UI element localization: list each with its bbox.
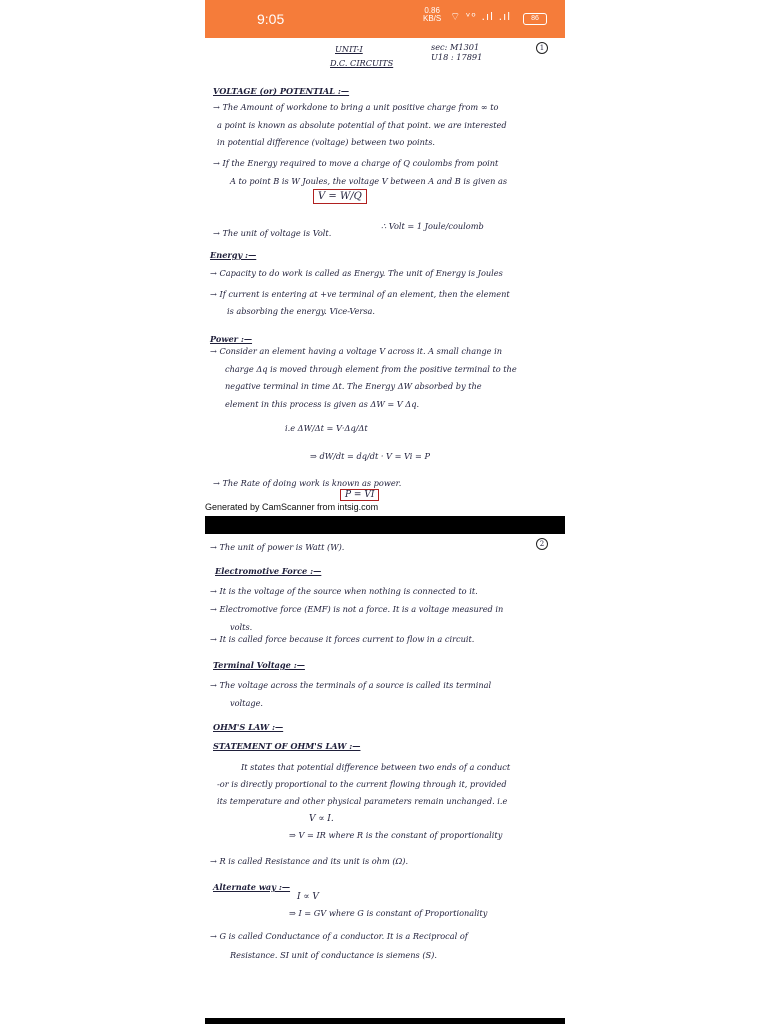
status-bar (205, 0, 565, 38)
formula-box-voltage: V = W/Q (313, 189, 367, 204)
text-line: → Electromotive force (EMF) is not a force. It is a voltage measured in (210, 604, 504, 614)
page-gap (205, 516, 565, 534)
heading-ohms-law: OHM'S LAW :— (213, 722, 284, 732)
section-code: sec: M1301 (431, 42, 480, 52)
text-line: → R is called Resistance and its unit is ohm (Ω). (210, 856, 409, 866)
page-number: 2 (536, 538, 548, 550)
equation-line: I ∝ V (297, 892, 319, 902)
text-line: in potential difference (voltage) between two points. (217, 137, 436, 147)
text-line: → It is called force because it forces current to flow in a circuit. (210, 634, 475, 644)
text-line: → The unit of voltage is Volt. (213, 228, 332, 238)
text-line: A to point B is W Joules, the voltage V between A and B is given as (230, 176, 508, 186)
text-line: → The unit of power is Watt (W). (210, 542, 345, 552)
heading-statement: STATEMENT OF OHM'S LAW :— (213, 741, 361, 751)
equation-line: ⇒ V = IR where R is the constant of proportionality (289, 830, 503, 840)
heading-energy: Energy :— (210, 250, 257, 260)
text-line: → Capacity to do work is called as Energy. The unit of Energy is Joules (210, 268, 503, 278)
network-speed (423, 7, 441, 23)
equation-line: V ∝ I. (309, 814, 334, 824)
network-speed-unit: KB/S (423, 14, 442, 23)
text-line: negative terminal in time Δt. The Energy ΔW absorbed by the (225, 381, 482, 391)
text-line: charge Δq is moved through element from the positive terminal to the (225, 364, 517, 374)
text-line: → If the Energy required to move a charge of Q coulombs from point (213, 158, 499, 168)
text-line: a point is known as absolute potential of that point. we are interested (217, 120, 507, 130)
heading-alternate-way: Alternate way :— (213, 882, 291, 892)
signal-wifi-icon: ⌔ ᵛᵒ .ıl .ıl (450, 10, 512, 23)
left-background (0, 0, 205, 1024)
document-page-1 (205, 38, 565, 501)
equation-line: ⇒ I = GV where G is constant of Proportionality (289, 908, 488, 918)
formula-box-power: P = VI (340, 489, 379, 501)
text-line: element in this process is given as ΔW = V Δq. (225, 399, 420, 409)
text-line: -or is directly proportional to the current flowing through it, provided (217, 779, 507, 789)
chapter-title: D.C. CIRCUITS (330, 58, 394, 68)
heading-power: Power :— (210, 334, 253, 344)
camscanner-footer: Generated by CamScanner from intsig.com (205, 502, 379, 512)
battery-icon: 86 (523, 13, 547, 25)
text-line: → Consider an element having a voltage V across it. A small change in (210, 346, 502, 356)
equation-line: i.e ΔW/Δt = V·Δq/Δt (285, 423, 368, 433)
text-line: voltage. (230, 698, 264, 708)
footer-bar (205, 501, 565, 516)
text-line: It states that potential difference between two ends of a conduct (241, 762, 511, 772)
clock: 9:05 (257, 11, 285, 27)
heading-voltage: VOLTAGE (or) POTENTIAL :— (213, 86, 350, 96)
network-speed-value: 0.86 (424, 6, 440, 15)
unit-heading: UNIT-I (335, 44, 363, 54)
document-page-2 (205, 534, 565, 1018)
page-number: 1 (536, 42, 548, 54)
text-line: → It is the voltage of the source when nothing is connected to it. (210, 586, 478, 596)
phone-screen (205, 0, 565, 1024)
text-line: its temperature and other physical parameters remain unchanged. i.e (217, 796, 508, 806)
text-line: → G is called Conductance of a conductor. It is a Reciprocal of (210, 931, 468, 941)
text-line: → If current is entering at +ve terminal of an element, then the element (210, 289, 510, 299)
text-line: volts. (230, 622, 253, 632)
text-line: Resistance. SI unit of conductance is siemens (S). (230, 950, 437, 960)
text-line: → The Rate of doing work is known as power. (213, 478, 402, 488)
text-line: → The Amount of workdone to bring a unit positive charge from ∞ to (213, 102, 499, 112)
text-line: ∴ Volt = 1 Joule/coulomb (381, 221, 484, 231)
text-line: → The voltage across the terminals of a source is called its terminal (210, 680, 492, 690)
heading-terminal-voltage: Terminal Voltage :— (213, 660, 305, 670)
text-line: is absorbing the energy. Vice-Versa. (227, 306, 376, 316)
equation-line: ⇒ dW/dt = dq/dt · V = Vi = P (310, 451, 430, 461)
heading-emf: Electromotive Force :— (215, 566, 322, 576)
roll-code: U18 : 17891 (431, 52, 483, 62)
